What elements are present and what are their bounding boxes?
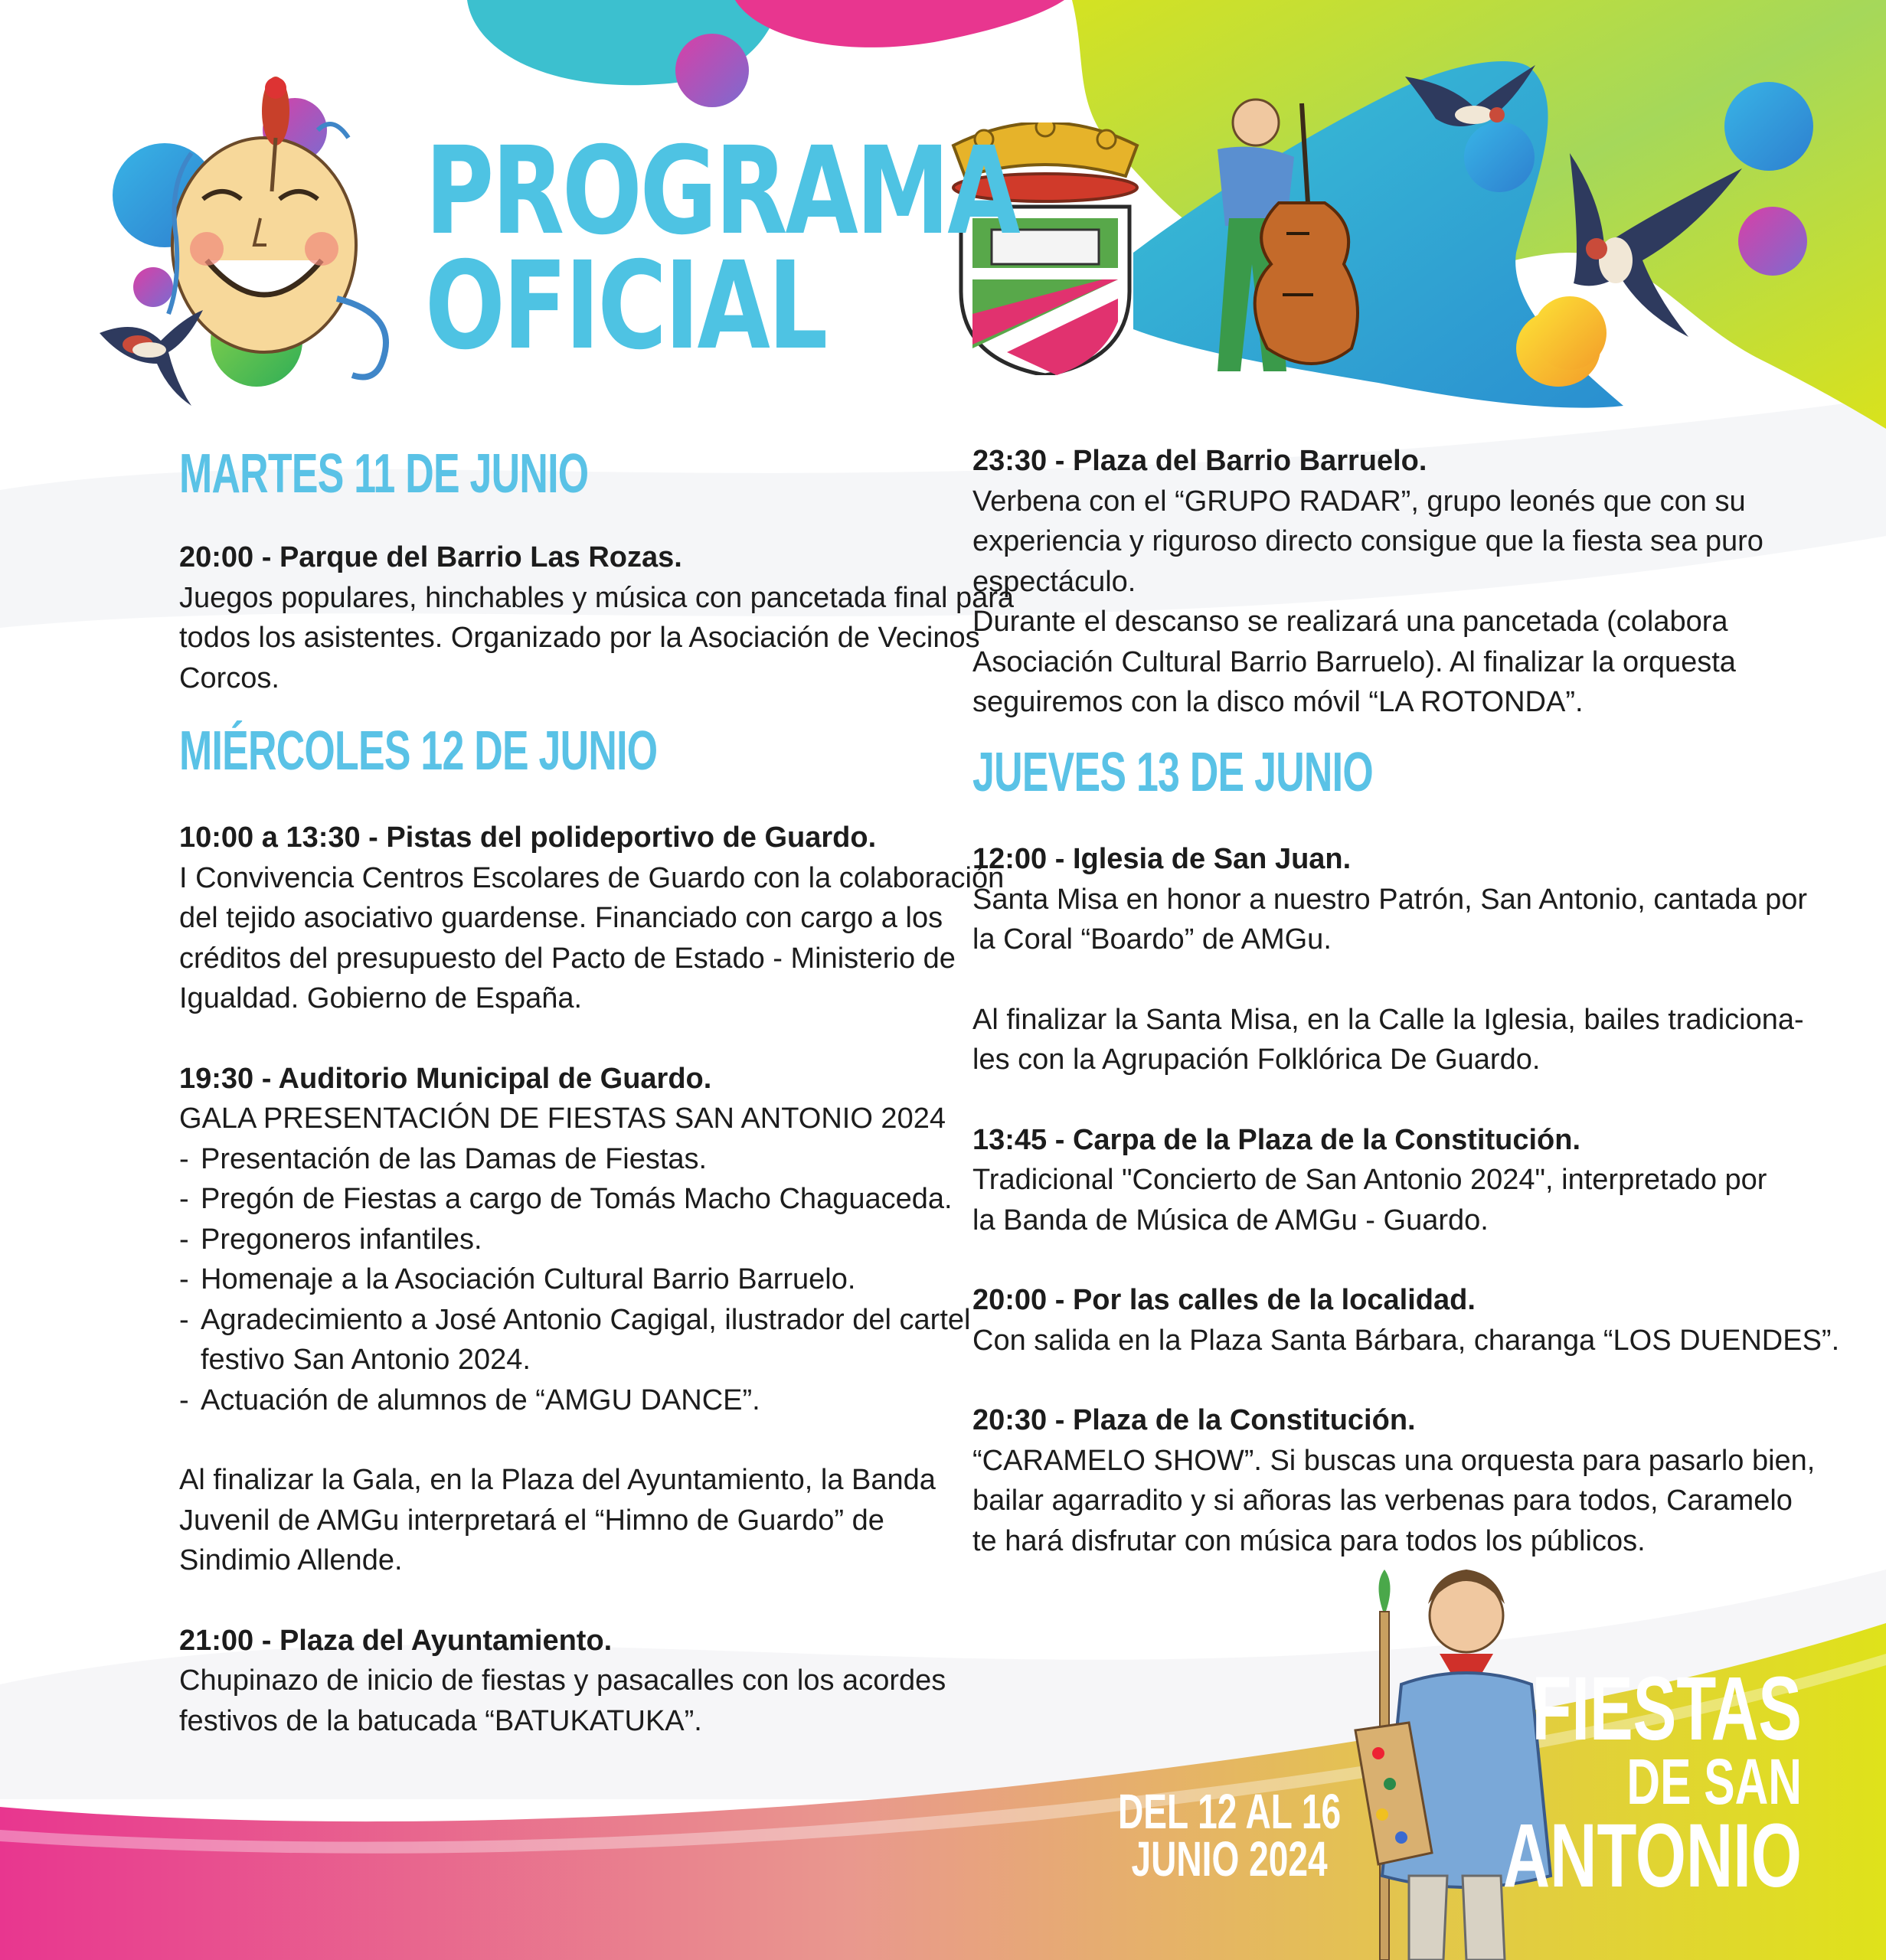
event-text: “CARAMELO SHOW”. Si buscas una orquesta para pasarlo bien, bbox=[972, 1444, 1816, 1477]
event-text: Al finalizar la Santa Misa, en la Calle la Iglesia, bailes tradiciona- bbox=[972, 1003, 1804, 1036]
event-heading: 19:30 - Auditorio Municipal de Guardo. bbox=[179, 1062, 712, 1095]
event-text: Tradicional "Concierto de San Antonio 2024", interpretado por bbox=[972, 1164, 1767, 1196]
event-calles-localidad bbox=[972, 1280, 1839, 1361]
event-text: bailar agarradito y si añoras las verbenas para todos, Caramelo bbox=[972, 1485, 1793, 1517]
event-text: I Convivencia Centros Escolares de Guardo con la colaboración bbox=[179, 861, 1005, 894]
thursday-events bbox=[972, 839, 1839, 1601]
list-item-text: Actuación de alumnos de “AMGU DANCE”. bbox=[201, 1383, 760, 1416]
list-item: - Homenaje a la Asociación Cultural Barrio Barruelo. bbox=[179, 1263, 856, 1295]
event-text: te hará disfrutar con música para todos los públicos. bbox=[972, 1524, 1646, 1557]
fiestas-line-3: ANTONIO bbox=[1502, 1805, 1802, 1906]
list-item-text: Pregón de Fiestas a cargo de Tomás Macho Chaguaceda. bbox=[201, 1183, 953, 1215]
title-line-2: OFICIAL bbox=[425, 236, 826, 377]
list-item: - Pregoneros infantiles. bbox=[179, 1223, 482, 1256]
event-heading: 20:00 - Parque del Barrio Las Rozas. bbox=[179, 541, 682, 573]
event-heading: 10:00 a 13:30 - Pistas del polideportivo de Guardo. bbox=[179, 822, 877, 854]
title-line-1: PROGRAMA bbox=[425, 121, 1018, 262]
list-item-text: Pregoneros infantiles. bbox=[201, 1223, 482, 1256]
fiestas-line-2: DE SAN bbox=[1626, 1746, 1802, 1818]
list-item: - Actuación de alumnos de “AMGU DANCE”. bbox=[179, 1383, 760, 1416]
event-text: Santa Misa en honor a nuestro Patrón, San Antonio, cantada por bbox=[972, 883, 1808, 916]
event-text: Juegos populares, hinchables y música con pancetada final para bbox=[179, 581, 1015, 614]
festival-dates bbox=[1118, 1784, 1342, 1886]
event-text: la Banda de Música de AMGu - Guardo. bbox=[972, 1204, 1489, 1236]
event-text: Con salida en la Plaza Santa Bárbara, charanga “LOS DUENDES”. bbox=[972, 1324, 1840, 1357]
wednesday-events-left bbox=[179, 818, 1004, 1781]
event-text: la Coral “Boardo” de AMGu. bbox=[972, 923, 1332, 956]
event-text: Asociación Cultural Barrio Barruelo). Al finalizar la orquesta bbox=[972, 645, 1736, 678]
list-item-continuation: festivo San Antonio 2024. bbox=[201, 1344, 531, 1376]
dates-line-1: DEL 12 AL 16 bbox=[1118, 1784, 1342, 1839]
tuesday-events bbox=[179, 537, 1014, 738]
event-iglesia-san-juan bbox=[972, 839, 1839, 1080]
event-text: Verbena con el “GRUPO RADAR”, grupo leonés que con su bbox=[972, 485, 1746, 518]
event-text: créditos del presupuesto del Pacto de Estado - Ministerio de bbox=[179, 942, 956, 975]
event-carpa-plaza-constitucion bbox=[972, 1120, 1839, 1241]
day-heading-wednesday: MIÉRCOLES 12 DE JUNIO bbox=[179, 720, 658, 782]
event-text: Igualdad. Gobierno de España. bbox=[179, 982, 583, 1014]
event-text: todos los asistentes. Organizado por la Asociación de Vecinos bbox=[179, 622, 980, 654]
wednesday-events-right bbox=[972, 441, 1763, 763]
fiestas-line-1: FIESTAS bbox=[1531, 1658, 1802, 1759]
event-text: les con la Agrupación Folklórica De Guardo. bbox=[972, 1044, 1541, 1076]
event-text: Al finalizar la Gala, en la Plaza del Ayuntamiento, la Banda bbox=[179, 1464, 936, 1496]
event-text: experiencia y riguroso directo consigue que la fiesta sea puro bbox=[972, 525, 1763, 557]
page-title bbox=[425, 121, 1018, 377]
event-text: Juvenil de AMGu interpretará el “Himno de Guardo” de bbox=[179, 1504, 884, 1537]
list-item: - Presentación de las Damas de Fiestas. bbox=[179, 1142, 708, 1175]
event-text: GALA PRESENTACIÓN DE FIESTAS SAN ANTONIO 2024 bbox=[179, 1102, 946, 1135]
event-text: festivos de la batucada “BATUKATUKA”. bbox=[179, 1704, 702, 1737]
event-heading: 20:30 - Plaza de la Constitución. bbox=[972, 1404, 1416, 1436]
event-text: Sindimio Allende. bbox=[179, 1544, 403, 1576]
list-item-text: Agradecimiento a José Antonio Cagigal, ilustrador del cartel bbox=[201, 1303, 971, 1336]
event-auditorio-municipal bbox=[179, 1059, 1004, 1581]
list-item: - Pregón de Fiestas a cargo de Tomás Macho Chaguaceda. bbox=[179, 1183, 953, 1215]
list-item-text: Presentación de las Damas de Fiestas. bbox=[201, 1142, 708, 1175]
event-text: espectáculo. bbox=[972, 565, 1136, 598]
event-text: Durante el descanso se realizará una pancetada (colabora bbox=[972, 606, 1728, 638]
event-heading: 21:00 - Plaza del Ayuntamiento. bbox=[179, 1624, 613, 1657]
event-plaza-barrio-barruelo bbox=[972, 441, 1763, 723]
day-heading-tuesday: MARTES 11 DE JUNIO bbox=[179, 443, 589, 505]
event-text: Chupinazo de inicio de fiestas y pasacalles con los acordes bbox=[179, 1664, 946, 1697]
event-heading: 23:30 - Plaza del Barrio Barruelo. bbox=[972, 445, 1427, 477]
day-heading-thursday: JUEVES 13 DE JUNIO bbox=[972, 742, 1373, 803]
event-plaza-constitucion bbox=[972, 1400, 1839, 1561]
event-heading: 20:00 - Por las calles de la localidad. bbox=[972, 1284, 1476, 1316]
festival-name bbox=[1502, 1658, 1802, 1906]
dates-line-2: JUNIO 2024 bbox=[1131, 1831, 1328, 1886]
list-item: - Agradecimiento a José Antonio Cagigal, ilustrador del cartel bbox=[179, 1303, 971, 1336]
event-parque-barrio-las-rozas bbox=[179, 537, 1014, 698]
list-item-text: Homenaje a la Asociación Cultural Barrio Barruelo. bbox=[201, 1263, 856, 1295]
event-text: del tejido asociativo guardense. Financiado con cargo a los bbox=[179, 902, 943, 934]
event-plaza-ayuntamiento bbox=[179, 1621, 1004, 1742]
event-polideportivo bbox=[179, 818, 1004, 1019]
event-text: Corcos. bbox=[179, 662, 279, 694]
event-heading: 13:45 - Carpa de la Plaza de la Constitución. bbox=[972, 1123, 1581, 1156]
event-text: seguiremos con la disco móvil “LA ROTONDA”. bbox=[972, 686, 1584, 718]
event-heading: 12:00 - Iglesia de San Juan. bbox=[972, 843, 1352, 875]
